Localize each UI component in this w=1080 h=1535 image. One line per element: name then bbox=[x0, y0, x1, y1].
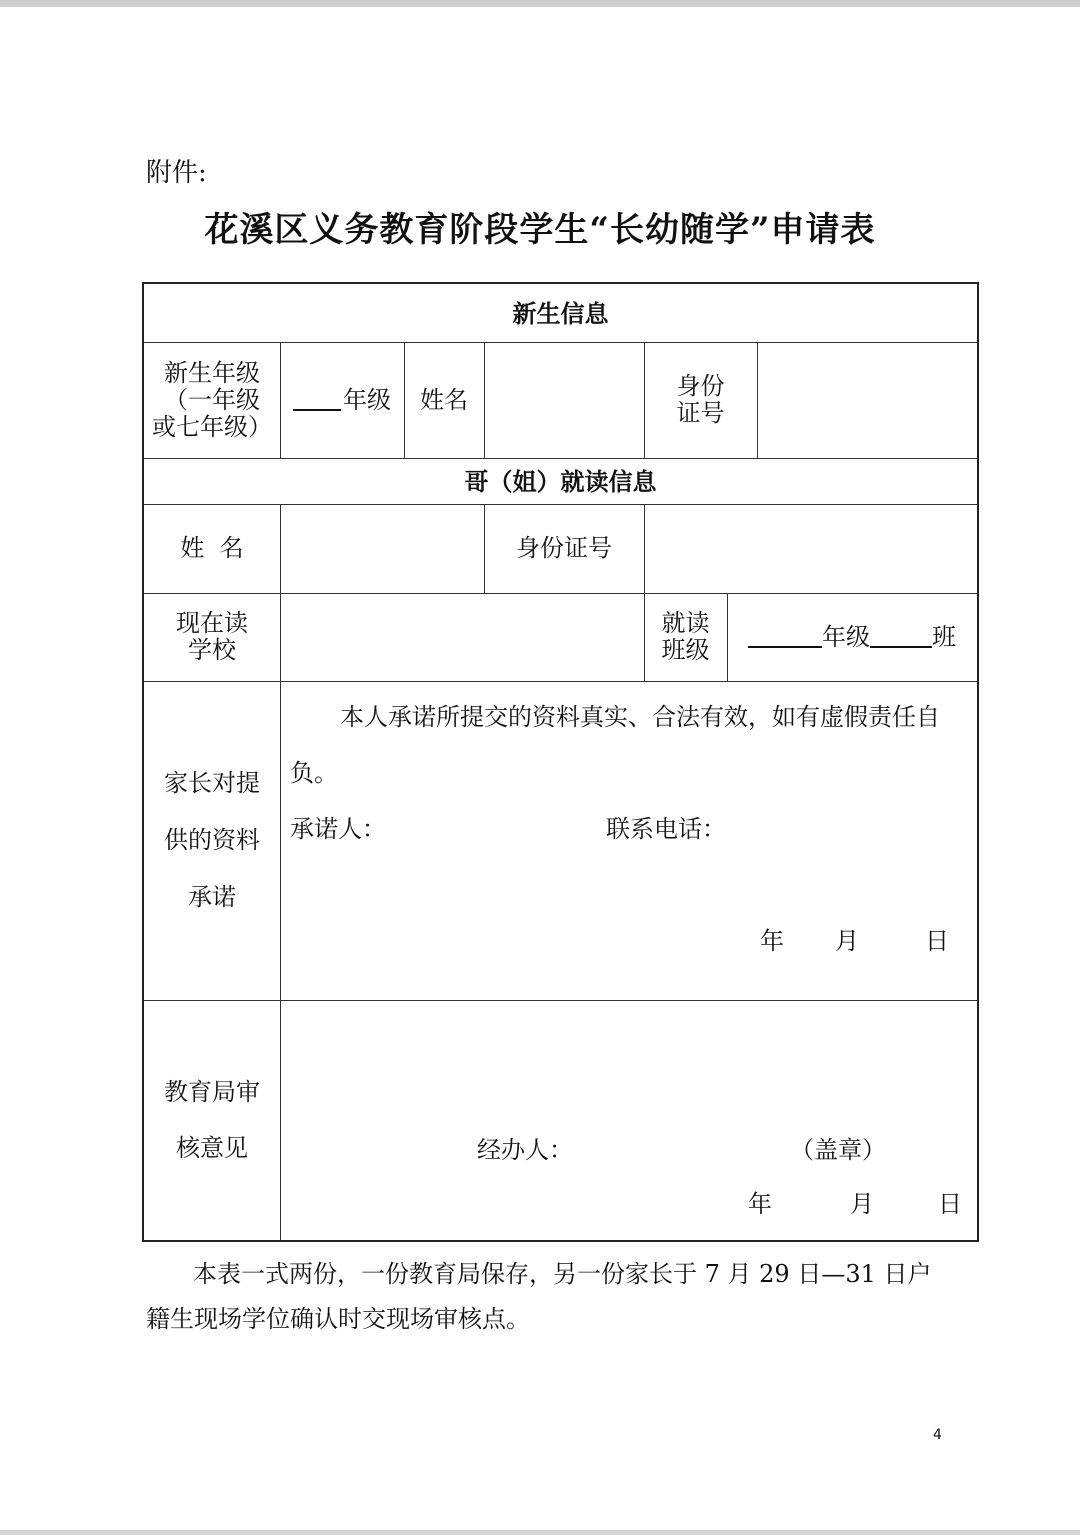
new-student-section-title: 新生信息 bbox=[512, 298, 609, 328]
top-edge bbox=[0, 0, 1080, 7]
parent-commitment-label: 家长对提 供的资料 承诺 bbox=[164, 769, 260, 911]
sibling-id-field[interactable] bbox=[644, 504, 977, 593]
phone-label[interactable]: 联系电话： bbox=[606, 815, 726, 843]
new-student-id-label: 身份 证号 bbox=[676, 372, 725, 427]
new-student-id-field[interactable] bbox=[757, 342, 977, 458]
commitment-text-line2: 负。 bbox=[290, 759, 338, 787]
commitment-date-month: 月 bbox=[835, 927, 859, 955]
bureau-review-content bbox=[280, 1000, 977, 1240]
review-date-month: 月 bbox=[850, 1190, 874, 1218]
attachment-label: 附件: bbox=[146, 158, 207, 188]
new-student-grade-label: 新生年级 （一年级 或七年级） bbox=[152, 358, 272, 441]
commitment-date-day: 日 bbox=[925, 927, 949, 955]
form-title: 花溪区义务教育阶段学生“长幼随学”申请表 bbox=[204, 210, 876, 250]
review-date-day: 日 bbox=[938, 1190, 962, 1218]
handler-label[interactable]: 经办人： bbox=[477, 1136, 573, 1164]
sibling-class-field[interactable]: 年级 班 bbox=[727, 593, 977, 681]
sibling-school-label: 现在读 学校 bbox=[176, 609, 248, 664]
new-student-grade-field[interactable]: 年级 bbox=[280, 342, 404, 458]
page-number: 4 bbox=[933, 1427, 942, 1443]
promisor-label[interactable]: 承诺人： bbox=[290, 815, 386, 843]
parent-commitment-content bbox=[280, 681, 977, 1000]
footnote-line2: 籍生现场学位确认时交现场审核点。 bbox=[146, 1305, 530, 1333]
sibling-id-label: 身份证号 bbox=[516, 534, 612, 562]
seal-label: （盖章） bbox=[790, 1136, 886, 1164]
review-date-year: 年 bbox=[748, 1190, 772, 1218]
commitment-date-year: 年 bbox=[760, 927, 784, 955]
application-form-table bbox=[142, 282, 979, 1242]
sibling-school-field[interactable] bbox=[280, 593, 644, 681]
new-student-name-field[interactable] bbox=[484, 342, 644, 458]
commitment-text-line1: 本人承诺所提交的资料真实、合法有效，如有虚假责任自 bbox=[340, 703, 940, 731]
sibling-name-label: 姓 名 bbox=[180, 534, 244, 562]
footnote-line1: 本表一式两份，一份教育局保存，另一份家长于 7 月 29 日—31 日户 bbox=[193, 1260, 932, 1288]
sibling-section-title: 哥（姐）就读信息 bbox=[464, 466, 657, 496]
bureau-review-label: 教育局审 核意见 bbox=[164, 1078, 260, 1162]
new-student-name-label: 姓名 bbox=[420, 385, 468, 414]
sibling-class-label: 就读 班级 bbox=[661, 609, 710, 664]
sibling-name-field[interactable] bbox=[280, 504, 484, 593]
bottom-edge bbox=[0, 1530, 1080, 1535]
